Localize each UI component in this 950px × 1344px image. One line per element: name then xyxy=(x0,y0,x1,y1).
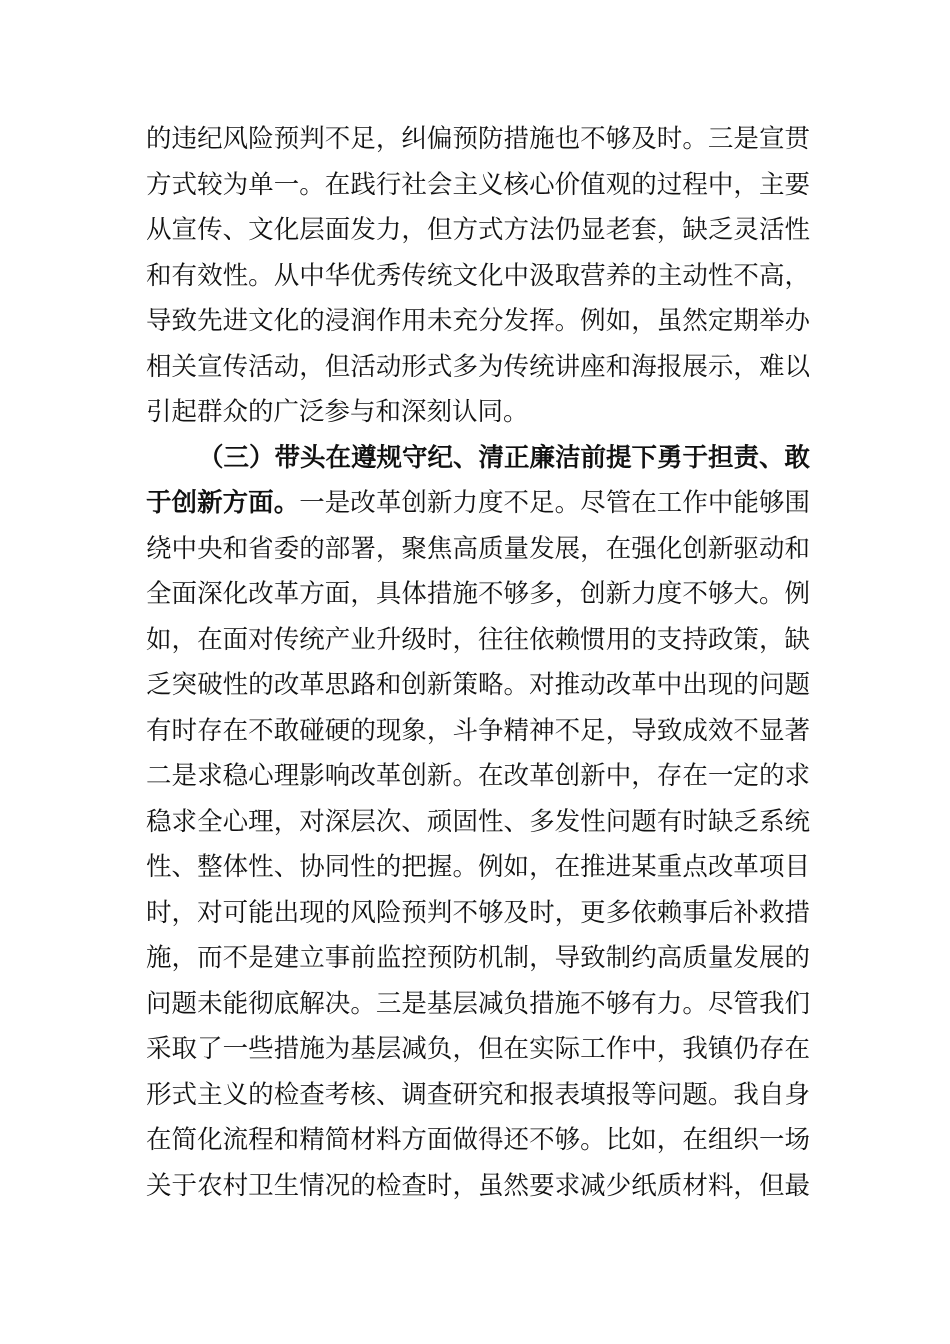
text-line: 性、整体性、协同性的把握。例如，在推进某重点改革项目 xyxy=(146,852,810,882)
text-line: 采取了一些措施为基层减负，但在实际工作中，我镇仍存在 xyxy=(146,1034,810,1064)
text-line: 导致先进文化的浸润作用未充分发挥。例如，虽然定期举办 xyxy=(146,306,810,336)
section-heading-line: （三）带头在遵规守纪、清正廉洁前提下勇于担责、敢 xyxy=(198,442,810,473)
text-line: 相关宣传活动，但活动形式多为传统讲座和海报展示，难以 xyxy=(146,351,810,382)
text-line: 的违纪风险预判不足，纠偏预防措施也不够及时。三是宣贯 xyxy=(146,124,810,154)
text-line: 问题未能彻底解决。三是基层减负措施不够有力。尽管我们 xyxy=(146,988,810,1019)
text-line: 引起群众的广泛参与和深刻认同。 xyxy=(146,397,529,427)
text-line: 全面深化改革方面，具体措施不够多，创新力度不够大。例 xyxy=(146,579,810,609)
text-line: 乏突破性的改革思路和创新策略。对推动改革中出现的问题 xyxy=(146,670,810,700)
body-text xyxy=(146,117,810,1209)
text-line xyxy=(146,481,810,527)
text-line: 形式主义的检查考核、调查研究和报表填报等问题。我自身 xyxy=(146,1079,810,1110)
text-line: 从宣传、文化层面发力，但方式方法仍显老套，缺乏灵活性 xyxy=(146,215,810,245)
text-line: 时，对可能出现的风险预判不够及时，更多依赖事后补救措 xyxy=(146,897,810,928)
text-line: 绕中央和省委的部署，聚焦高质量发展，在强化创新驱动和 xyxy=(146,533,810,564)
text-line: 有时存在不敢碰硬的现象，斗争精神不足，导致成效不显著 xyxy=(146,715,810,746)
text-line: 方式较为单一。在践行社会主义核心价值观的过程中，主要 xyxy=(146,169,810,200)
text-line: 在简化流程和精简材料方面做得还不够。比如，在组织一场 xyxy=(146,1125,810,1155)
text-line: 稳求全心理，对深层次、顽固性、多发性问题有时缺乏系统 xyxy=(146,806,810,837)
section-heading-end: 于创新方面。 xyxy=(146,488,300,518)
text-line: 二是求稳心理影响改革创新。在改革创新中，存在一定的求 xyxy=(146,761,810,791)
text-line: 和有效性。从中华优秀传统文化中汲取营养的主动性不高， xyxy=(146,260,810,291)
text-line: 施，而不是建立事前监控预防机制，导致制约高质量发展的 xyxy=(146,943,810,973)
text-line-rest: 一是改革创新力度不足。尽管在工作中能够围 xyxy=(299,488,810,518)
text-line: 如，在面对传统产业升级时，往往依赖惯用的支持政策，缺 xyxy=(146,624,810,655)
text-line: 关于农村卫生情况的检查时，虽然要求减少纸质材料，但最 xyxy=(146,1170,810,1201)
